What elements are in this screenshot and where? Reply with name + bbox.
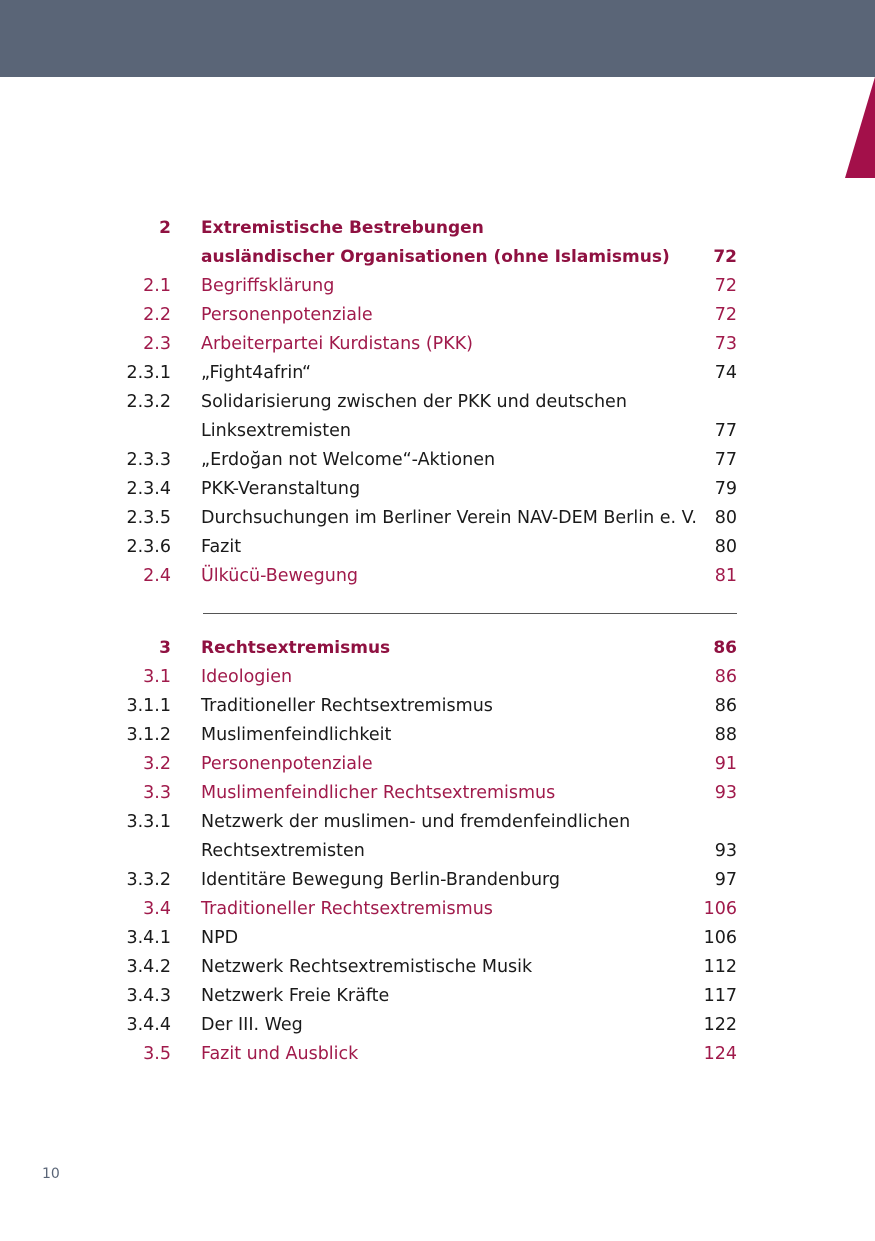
toc-entry[interactable] [0,779,875,808]
toc-entry-number: 3.1.1 [126,696,171,716]
toc-entry-number: 2.3.3 [126,450,171,470]
toc-entry-title: „Erdoğan not Welcome“-Aktionen [201,450,496,470]
corner-triangle-decoration [845,77,875,178]
toc-entry-title: NPD [201,928,239,948]
toc-entry [0,388,875,417]
toc-entry-page: 88 [714,725,737,745]
header-band [0,0,875,77]
toc-entry-title: Personenpotenziale [201,305,373,325]
toc-entry-title: Ideologien [201,667,293,687]
toc-entry-title: Begriffsklärung [201,276,335,296]
toc-entry-title: Muslimenfeindlicher Rechtsextremismus [201,783,556,803]
toc-entry-number: 2.3.5 [126,508,171,528]
toc-entry-number: 2.1 [143,276,171,296]
toc-entry-title: „Fight4afrin“ [201,363,312,383]
toc-entry[interactable] [0,417,875,446]
toc-entry-page: 77 [714,450,737,470]
toc-entry-title: Traditioneller Rechtsextremismus [201,696,493,716]
toc-entry-title: Rechtsextremismus [201,638,391,658]
toc-entry-number: 3.2 [143,754,171,774]
toc-entry-page: 93 [714,841,737,861]
toc-entry-number: 2 [159,218,171,238]
toc-entry-title: Der III. Weg [201,1015,303,1035]
section-divider [0,591,875,634]
toc-entry-number: 3.4.4 [126,1015,171,1035]
toc-entry-page: 80 [714,508,737,528]
toc-entry-title: Traditioneller Rechtsextremismus [201,899,493,919]
toc-entry[interactable] [0,533,875,562]
toc-entry-page: 117 [703,986,737,1006]
toc-entry-number: 2.4 [143,566,171,586]
toc-entry-page: 72 [714,305,737,325]
toc-entry-number: 3.4 [143,899,171,919]
toc-entry-page: 106 [703,899,737,919]
toc-entry-title: Netzwerk Freie Kräfte [201,986,390,1006]
toc-entry-number: 3.4.2 [126,957,171,977]
toc-entry-number: 2.3.4 [126,479,171,499]
toc-entry-page: 86 [714,696,737,716]
toc-entry[interactable] [0,1040,875,1069]
toc-entry-number: 3 [159,638,171,658]
toc-section-2 [0,214,875,591]
toc-entry-title: Durchsuchungen im Berliner Verein NAV-DEM Berlin e. V. [201,508,697,528]
toc-entry-title: ausländischer Organisationen (ohne Islamismus) [201,247,670,267]
toc-entry[interactable] [0,953,875,982]
toc-entry[interactable] [0,721,875,750]
toc-entry-page: 86 [714,667,737,687]
toc-entry-title: Personenpotenziale [201,754,373,774]
toc-entry-title: Rechtsextremisten [201,841,365,861]
toc-entry-title: PKK-Veranstaltung [201,479,361,499]
toc-entry-title: Linksextremisten [201,421,351,441]
toc-entry[interactable] [0,895,875,924]
toc-entry[interactable] [0,634,875,663]
toc-entry-number: 3.4.3 [126,986,171,1006]
toc-entry-page: 77 [714,421,737,441]
toc-entry-number: 2.2 [143,305,171,325]
toc-entry [0,808,875,837]
toc-entry[interactable] [0,475,875,504]
toc-entry-page: 74 [714,363,737,383]
toc-entry[interactable] [0,504,875,533]
toc-entry-title: Fazit und Ausblick [201,1044,359,1064]
toc-entry-number: 3.5 [143,1044,171,1064]
toc-entry-number: 3.3.2 [126,870,171,890]
toc-entry-page: 72 [713,247,737,267]
toc-entry-title: Netzwerk Rechtsextremistische Musik [201,957,533,977]
toc-entry[interactable] [0,1011,875,1040]
toc-entry-title: Muslimenfeindlichkeit [201,725,392,745]
toc-entry[interactable] [0,692,875,721]
toc-entry-number: 3.4.1 [126,928,171,948]
toc-entry-page: 86 [713,638,737,658]
toc-entry-page: 80 [714,537,737,557]
toc-entry[interactable] [0,982,875,1011]
table-of-contents [0,214,875,1069]
toc-entry-title: Fazit [201,537,242,557]
toc-entry[interactable] [0,837,875,866]
toc-entry-title: Solidarisierung zwischen der PKK und deutschen [201,392,627,412]
page-number: 10 [42,1166,60,1182]
toc-entry-page: 79 [714,479,737,499]
toc-entry-page: 112 [703,957,737,977]
toc-entry-page: 93 [714,783,737,803]
toc-entry-number: 3.1.2 [126,725,171,745]
toc-entry-page: 73 [714,334,737,354]
toc-entry[interactable] [0,663,875,692]
toc-entry [0,214,875,243]
toc-entry[interactable] [0,866,875,895]
toc-entry[interactable] [0,446,875,475]
toc-entry[interactable] [0,562,875,591]
toc-entry[interactable] [0,924,875,953]
toc-entry-page: 97 [714,870,737,890]
toc-section-3 [0,634,875,1069]
toc-entry[interactable] [0,750,875,779]
toc-entry-page: 124 [703,1044,737,1064]
toc-entry-title: Ülkücü-Bewegung [201,566,359,586]
toc-entry-number: 3.3.1 [126,812,171,832]
toc-entry-number: 3.1 [143,667,171,687]
toc-entry-page: 106 [703,928,737,948]
toc-entry-title: Arbeiterpartei Kurdistans (PKK) [201,334,473,354]
toc-entry-page: 72 [714,276,737,296]
toc-entry[interactable] [0,272,875,301]
toc-entry[interactable] [0,243,875,272]
toc-entry-number: 2.3.1 [126,363,171,383]
toc-entry-number: 2.3 [143,334,171,354]
toc-entry-number: 3.3 [143,783,171,803]
toc-entry[interactable] [0,301,875,330]
toc-entry-number: 2.3.6 [126,537,171,557]
toc-entry[interactable] [0,359,875,388]
toc-entry-number: 2.3.2 [126,392,171,412]
toc-entry-title: Netzwerk der muslimen- und fremdenfeindlichen [201,812,631,832]
toc-entry-page: 91 [714,754,737,774]
toc-entry-page: 81 [714,566,737,586]
toc-entry[interactable] [0,330,875,359]
toc-entry-title: Extremistische Bestrebungen [201,218,484,238]
toc-entry-title: Identitäre Bewegung Berlin-Brandenburg [201,870,561,890]
toc-entry-page: 122 [703,1015,737,1035]
